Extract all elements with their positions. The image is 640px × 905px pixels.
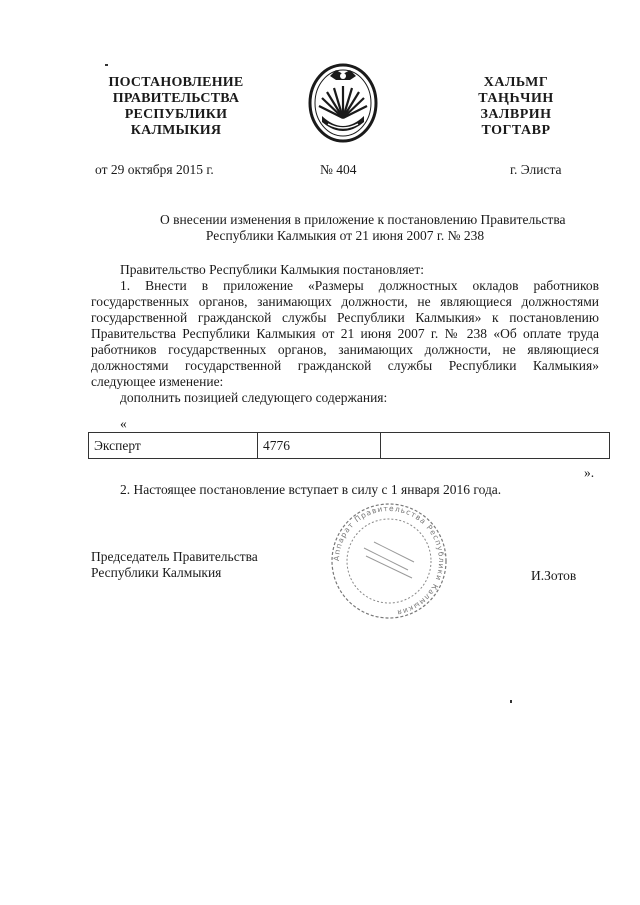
official-seal-stamp [328, 500, 450, 622]
header-left-line: ПРАВИТЕЛЬСТВА [112, 91, 240, 106]
document-city: г. Элиста [510, 162, 562, 177]
stamp-ring-text: Аппарат Правительства Республики Калмыкия [331, 503, 447, 618]
position-table [88, 432, 610, 459]
header-right-line: ХАЛЬМГ [483, 75, 549, 90]
signatory-title [91, 549, 258, 581]
table-row [89, 433, 610, 459]
body-paragraph-2: 2. Настоящее постановление вступает в силу с 1 января 2016 года. [120, 482, 502, 497]
body-intro: Правительство Республики Калмыкия постановляет: [120, 262, 425, 277]
header-left-line: ПОСТАНОВЛЕНИЕ [108, 75, 244, 90]
table-cell-position: Эксперт [89, 433, 258, 459]
body-paragraph-1: 1. Внести в приложение «Размеры должностных окладов работников государственных органов, занимающих должности, не являющиеся должностями государственной гражданской службы Республики Калмыкия» к постановлению Правительства Республики Калмыкия от 21 июня 2007 г. № 238 «Об оплате труда работников государственных органов, занимающих должности, не являющиеся должностями государственной гражданской службы Республики Калмыкия» следующее изменение: [91, 278, 599, 389]
signatory-title-line: Республики Калмыкия [91, 565, 222, 580]
header-right-block [458, 75, 574, 139]
title-line: Республики Калмыкия от 21 июня 2007 г. № 238 [205, 228, 485, 243]
coat-of-arms-emblem-icon [306, 62, 380, 144]
header-left-block [96, 75, 256, 139]
document-body [91, 262, 599, 406]
header-right-line: ЗАЛВРИН [480, 107, 552, 122]
table-cell-empty [381, 433, 610, 459]
body-paragraph-1-sub: дополнить позицией следующего содержания: [120, 390, 388, 405]
document-date: от 29 октября 2015 г. [95, 162, 214, 177]
scan-speck [105, 64, 108, 66]
header-left-line: РЕСПУБЛИКИ [124, 107, 228, 122]
title-line: О внесении изменения в приложение к постановлению Правительства [160, 212, 566, 227]
quote-close: ». [584, 465, 595, 480]
table-cell-salary: 4776 [258, 433, 381, 459]
header-left-line: КАЛМЫКИЯ [130, 123, 222, 138]
quote-open: « [120, 416, 127, 431]
header-right-line: ТАҢҺЧИН [478, 91, 554, 106]
scan-speck [510, 700, 512, 703]
header-right-line: ТОГТАВР [481, 123, 551, 138]
document-number: № 404 [320, 162, 357, 177]
signatory-name: И.Зотов [531, 568, 577, 583]
signatory-title-line: Председатель Правительства [91, 549, 258, 564]
document-title [160, 212, 566, 244]
